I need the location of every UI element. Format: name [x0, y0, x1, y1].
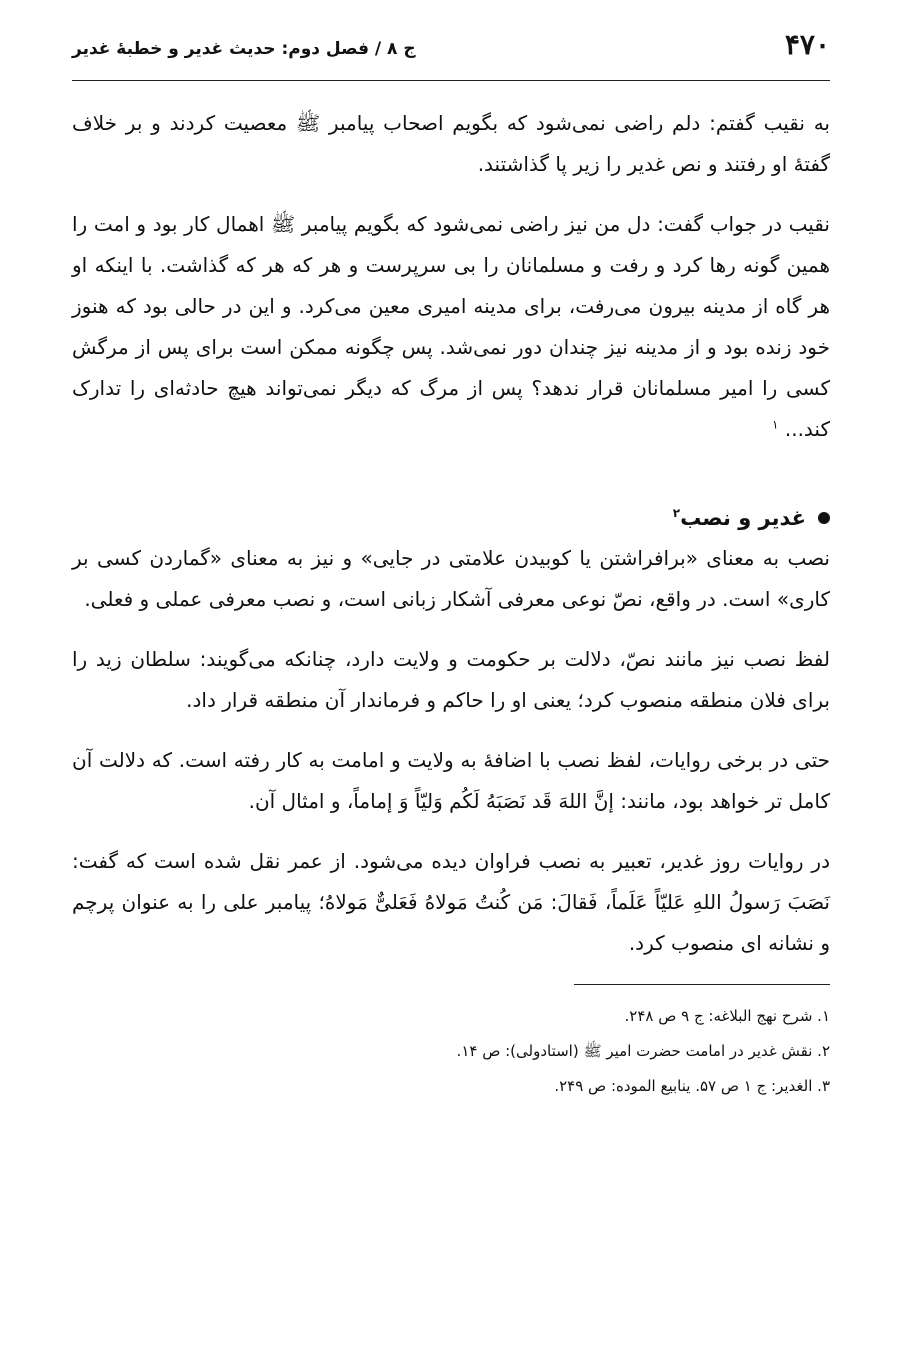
paragraph — [72, 740, 830, 822]
footnote-reference[interactable]: ۱ — [772, 417, 779, 432]
paragraph-text: حتی در برخی روایات، لفظ نصب با اضافهٔ به ولایت و امامت به کار رفته است. که دلالت آن کامل تر خواهد بود، مانند: إنَّ اللهَ قَد نَصَبَهُ لَکُم وَلیّاً وَ إماماً، و امثال آن. — [72, 748, 830, 813]
paragraph — [72, 841, 830, 964]
paragraph — [72, 204, 830, 450]
paragraph — [72, 538, 830, 620]
running-title: ج ۸ / فصل دوم: حدیث غدیر و خطبهٔ غدیر — [72, 39, 416, 59]
section-title-text: غدیر و نصب — [680, 506, 806, 530]
page-header — [72, 28, 830, 81]
bullet-icon — [818, 512, 830, 524]
paragraph — [72, 639, 830, 721]
section-title — [673, 506, 806, 530]
footnote: ۱. شرح نهج البلاغه: ج ۹ ص ۲۴۸. — [624, 1007, 830, 1025]
book-page — [72, 28, 830, 1104]
paragraph-text: نقیب در جواب گفت: دل من نیز راضی نمی‌شود که بگویم پیامبر ﷺ اهمال کار بود و امت را همین گونه رها کرد و رفت و مسلمانان را بی سرپرست و هر که هر که گذاشت. با اینکه او هر گاه از مدینه بیرون می‌رفت، برای مدینه امیری معین می‌کرد. و این در حالی بود که هنوز خود زنده بود و از مدینه نیز چندان دور نمی‌شد. پس چگونه ممکن است برای پس از مرگش کسی را امیر مسلمانان قرار ندهد؟ پس از مرگ که دیگر نمی‌تواند هیچ حادثه‌ای را تدارک کند... — [72, 212, 830, 441]
footnote-reference[interactable]: ۲ — [672, 506, 681, 520]
paragraph-text: نصب به معنای «برافراشتن یا کوبیدن علامتی در جایی» و نیز به معنای «گماردن کسی بر کاری» است. در واقع، نصّ نوعی معرفی آشکار زبانی است، و نصب معرفی عملی و فعلی. — [72, 546, 830, 611]
paragraph-text: به نقیب گفتم: دلم راضی نمی‌شود که بگویم اصحاب پیامبر ﷺ معصیت کردند و بر خلاف گفتهٔ او رفتند و نص غدیر را زیر پا گذاشتند. — [72, 111, 830, 176]
paragraph-text: لفظ نصب نیز مانند نصّ، دلالت بر حکومت و ولایت دارد، چنانکه می‌گویند: سلطان زید را برای فلان منطقه منصوب کرد؛ یعنی او را حاکم و فرماندار آن منطقه قرار داد. — [72, 647, 830, 712]
paragraph — [72, 103, 830, 185]
page-number: ۴۷۰ — [784, 28, 830, 61]
paragraph-text: در روایات روز غدیر، تعبیر به نصب فراوان دیده می‌شود. از عمر نقل شده است که گفت: نَصَبَ رَسولُ اللهِ عَلیّاً عَلَماً، فَقالَ: مَن کُنتُ مَولاهُ فَعَلیٌّ مَولاهُ؛ پیامبر علی را به عنوان پرچم و نشانه ای منصوب کرد. — [72, 849, 830, 955]
footnote: ۳. الغدیر: ج ۱ ص ۵۷. ینابیع الموده: ص ۲۴۹. — [554, 1077, 830, 1095]
footnote: ۲. نقش غدیر در امامت حضرت امیر ﷺ (استادولی): ص ۱۴. — [456, 1042, 830, 1060]
main-text — [72, 103, 830, 964]
section-heading — [72, 498, 830, 538]
footnotes — [72, 999, 830, 1104]
footnote-divider — [574, 984, 830, 985]
